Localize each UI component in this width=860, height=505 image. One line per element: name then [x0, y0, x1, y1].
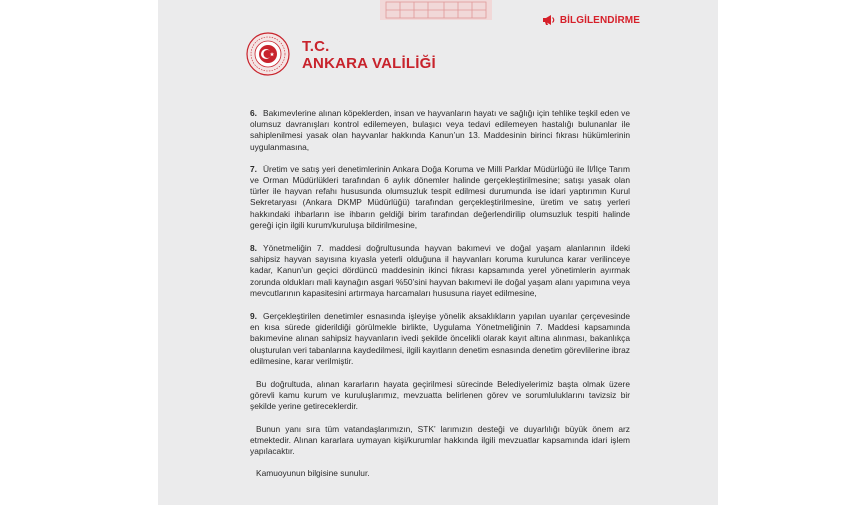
- paragraph-9: [250, 311, 630, 367]
- paragraph-6: [250, 108, 630, 153]
- building-logo-icon: [380, 0, 492, 20]
- paragraph-number: 7.: [250, 163, 257, 174]
- institution-name: ANKARA VALİLİĞİ: [302, 55, 436, 72]
- paragraph-number: 8.: [250, 243, 257, 254]
- megaphone-icon: [542, 14, 556, 26]
- paragraph-number: 6.: [250, 108, 257, 118]
- paragraph-text: Bu doğrultuda, alınan kararların hayata geçirilmesi sürecinde Belediyelerimiz başta olmak üzere görevli kamu kurum ve kuruluşlarımız, mevzuatta belirlenen görev ve sorumluluklarını tavizsiz bir şekilde yerine getireceklerdir.: [250, 379, 630, 412]
- institution-title: [302, 38, 436, 72]
- paragraph-text: Bakımevlerine alınan köpeklerden, insan ve hayvanların hayatı ve sağlığı için tehlike teşkil eden ve olumsuz davranışları kontrol edilemeyen, bulaşıcı veya tedavi edilemeyen hastalığı bulunanlar ile sahiplenilmesi yasak olan hayvanlar hakkında Kanun’un 13. Maddesinin birinci fıkrası hükümlerinin uygulanmasına,: [250, 108, 630, 152]
- paragraph-text: Gerçekleştirilen denetimler esnasında işleyişe yönelik aksaklıkların yapılan uyarılar çerçevesinde en kısa sürede giderildiği görülmekle birlikte, Uygulama Yönetmeliğinin 7. Maddesi kapsamında bakımevine alınan sahipsiz hayvanların ivedi şekilde öncelikli olarak kayıt altına alınması, bakanlıkça oluşturulan veri tabanlarına kaydedilmesi, ilgili kayıtların denetim esnasında denetim görevlilerine ibraz edilmesine, karar verilmiştir.: [250, 311, 630, 366]
- paragraph-7: [250, 164, 630, 231]
- paragraph-conclusion: [250, 379, 630, 413]
- paragraph-closing: [250, 468, 630, 479]
- institution-prefix: T.C.: [302, 38, 330, 55]
- paragraph-number: 9.: [250, 311, 257, 322]
- paragraph-citizens: [250, 424, 630, 458]
- paragraph-text: Bunun yanı sıra tüm vatandaşlarımızın, STK’ larımızın desteği ve duyarlılığı büyük önem arz etmektedir. Alınan kararlara uymayan kişi/kurumlar hakkında ilgili mevzuatlar kapsamında idari işlem yapılacaktır.: [250, 423, 630, 457]
- governorship-seal-icon: [246, 32, 290, 76]
- paragraph-text: Kamuoyunun bilgisine sunulur.: [256, 468, 370, 479]
- info-tag: [542, 14, 640, 26]
- tag-label: BİLGİLENDİRME: [559, 14, 640, 26]
- document-page: [158, 0, 718, 505]
- paragraph-8: [250, 243, 630, 299]
- paragraph-text: Üretim ve satış yeri denetimlerinin Ankara Doğa Koruma ve Milli Parklar Müdürlüğü ile İl/İlçe Tarım ve Orman Müdürlükleri tarafından 6 aylık dönemler halinde gerçekleştirilmesine; satışı yasak olan türler ile hayvan refahı hususunda olumsuzluk tespit edilmesi durumunda ise idari yaptırımın Kurul Sekretaryası (Ankara DKMP Müdürlüğü) tarafından gerçekleştirilmesine, üretim ve satış yerleri hakkındaki ihbarların ise ihbarın geldiği birim tarafından değerlendirilip olumsuzluk tespiti halinde gereği için ilgili kurum/kuruluşa bildirilmesine,: [250, 163, 630, 230]
- paragraph-text: Yönetmeliğin 7. maddesi doğrultusunda hayvan bakımevi ve doğal yaşam alanlarının ildeki sahipsiz hayvan sayısına kıyasla yeterli olduğuna il hayvanları koruma kurulunca karar verilinceye kadar, Kanun’un geçici dördüncü maddesinin ikinci fıkrası kapsamında yerel yönetimlerin ayırmak zorunda oldukları mali kaynağın asgari %50’sini hayvan bakımevi ile doğal yaşam alanı yapımına veya mevcutlarının kapasitesini artırmaya harcamaları hususuna riayet edilmesine,: [250, 243, 630, 298]
- document-body: [250, 108, 630, 490]
